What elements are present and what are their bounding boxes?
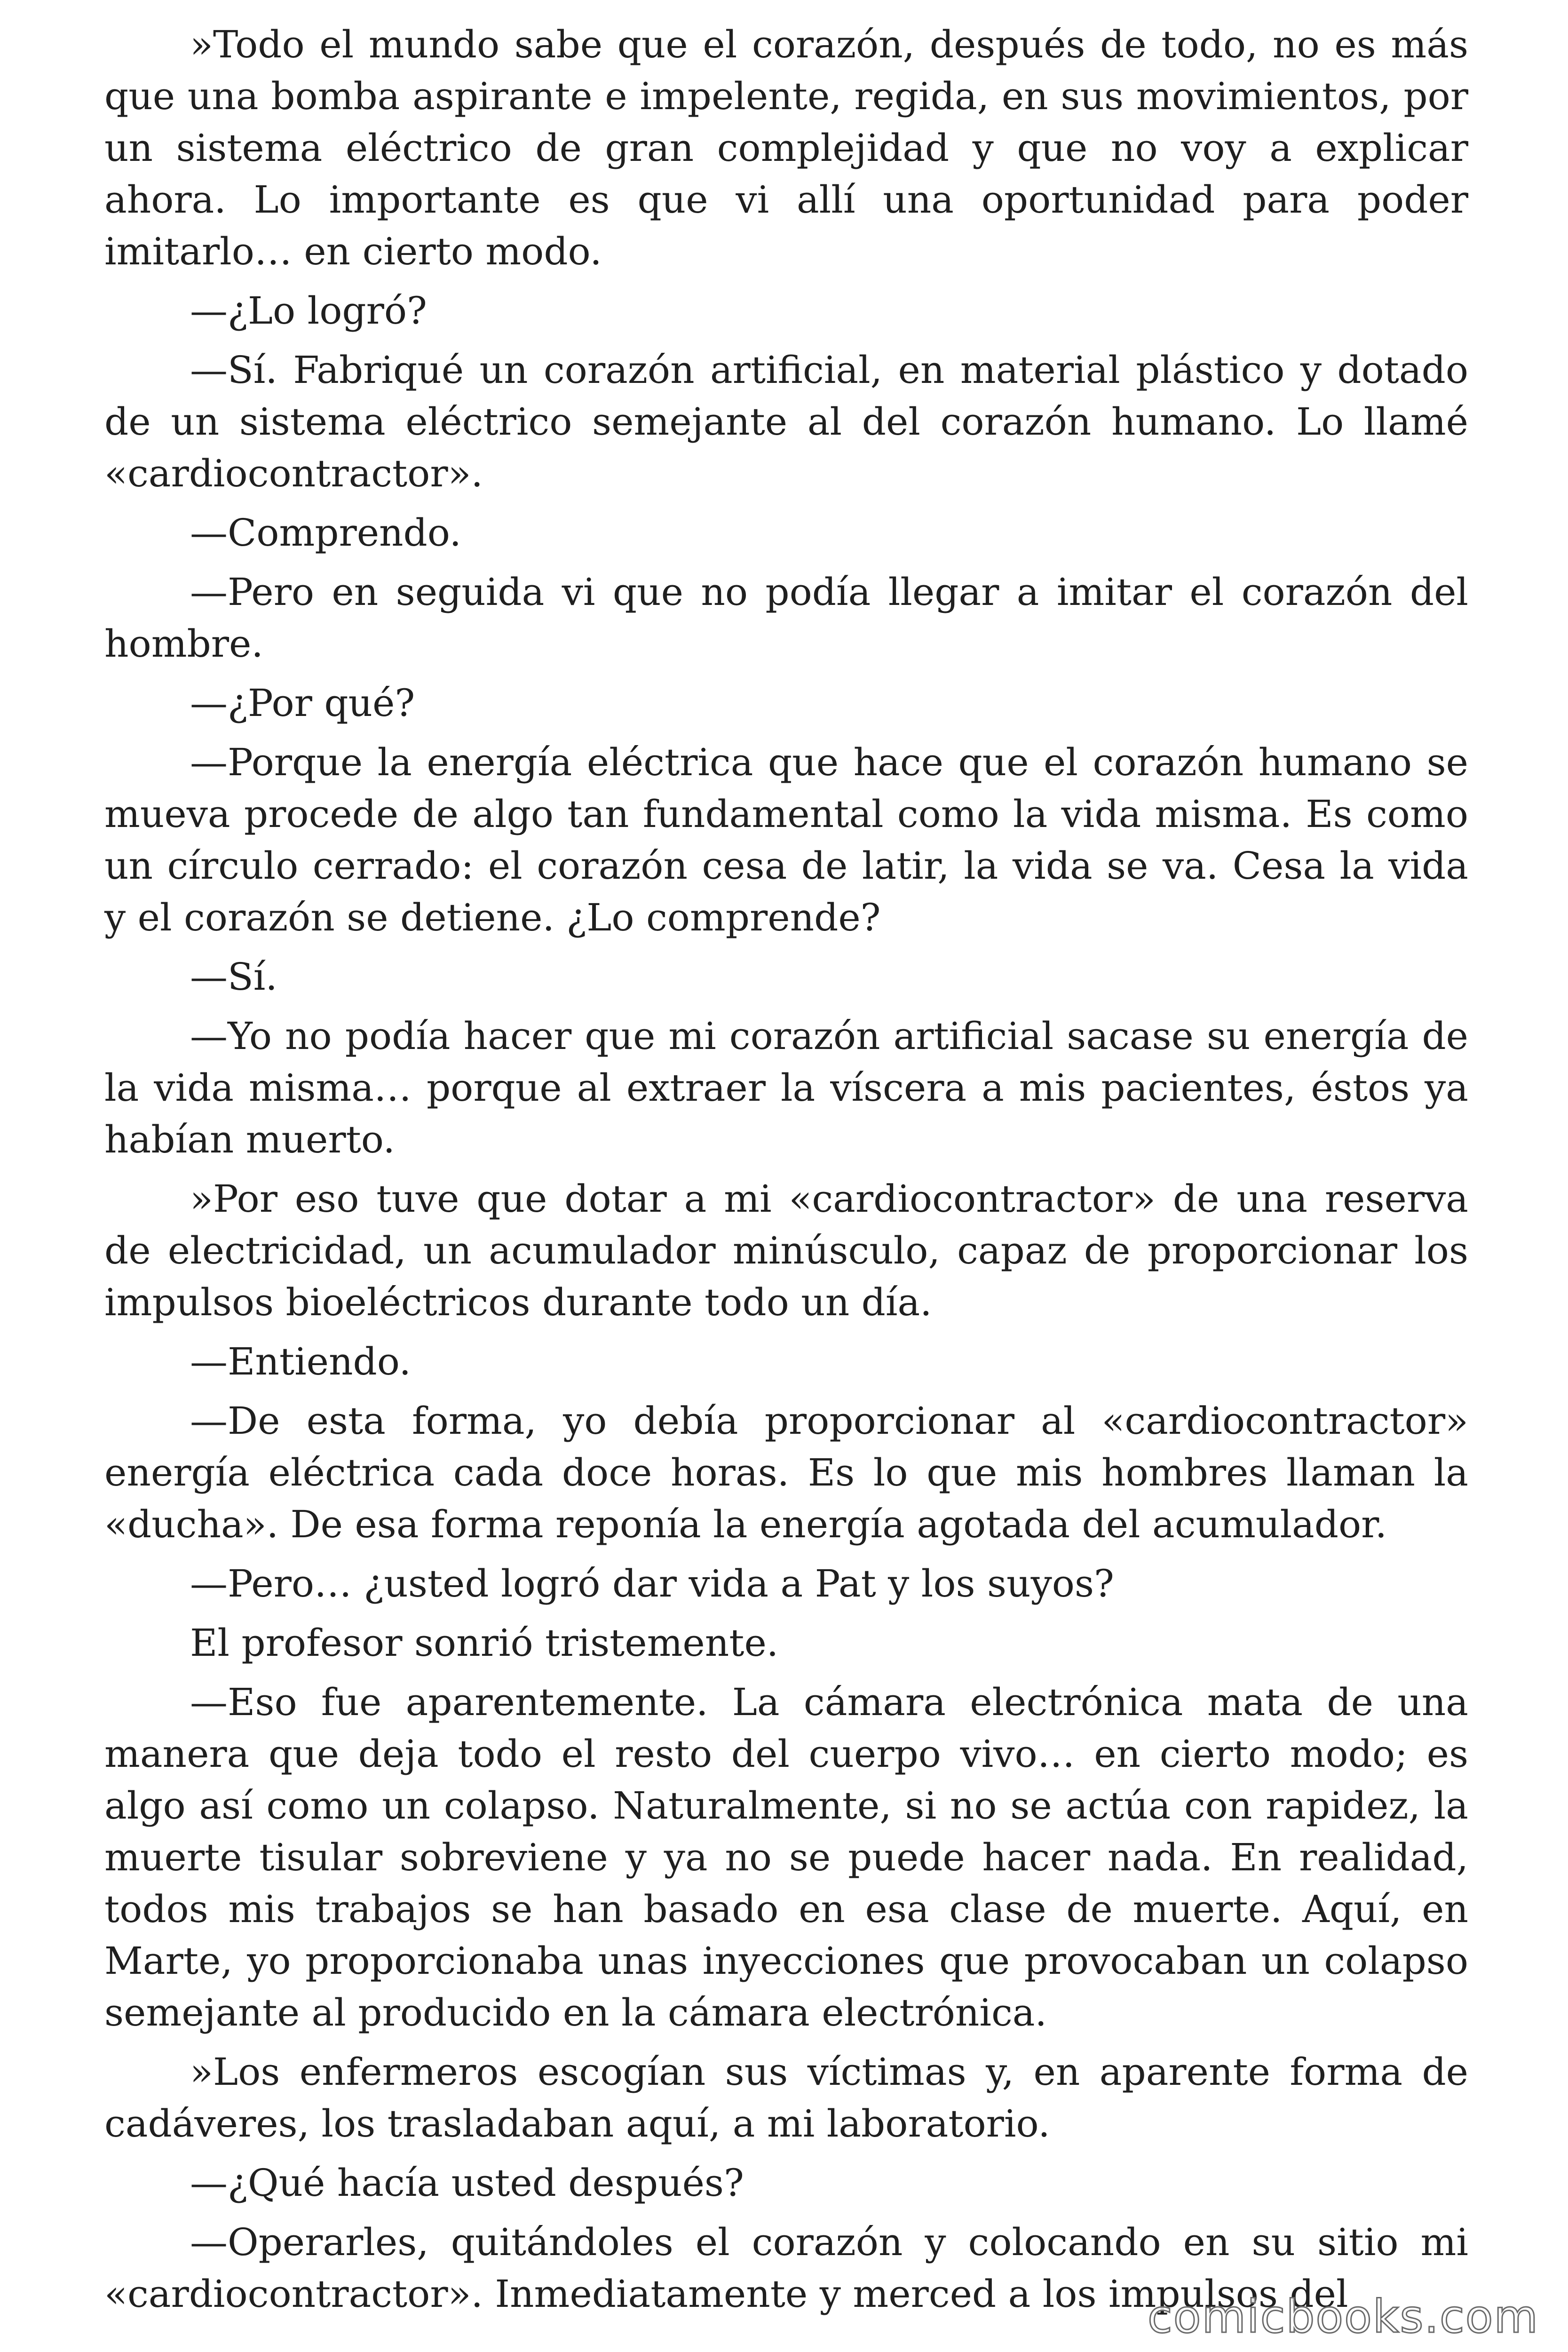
paragraph: »Todo el mundo sabe que el corazón, después de todo, no es más que una bomba aspirante e impelente, regida, en sus movimientos, por un sistema eléctrico de gran complejidad y que no voy a explicar ahora. Lo importante es que vi allí una oportunidad para poder imitarlo… en cierto modo. — [104, 23, 1468, 273]
paragraph: —Entiendo. — [190, 1340, 411, 1383]
paragraph: —Sí. — [190, 955, 277, 999]
paragraph: —Eso fue aparentemente. La cámara electrónica mata de una manera que deja todo el resto del cuerpo vivo… en cierto modo; es algo así como un colapso. Naturalmente, si no se actúa con rapidez, la muerte tisular sobreviene y ya no se puede hacer nada. En realidad, todos mis trabajos se han basado en esa clase de muerte. Aquí, en Marte, yo proporcionaba unas inyecciones que provocaban un colapso semejante al producido en la cámara electrónica. — [104, 1680, 1468, 2034]
paragraph: —Porque la energía eléctrica que hace que el corazón humano se mueva procede de algo tan fundamental como la vida misma. Es como un círculo cerrado: el corazón cesa de latir, la vida se va. Cesa la vida y el corazón se detiene. ¿Lo comprende? — [104, 740, 1468, 939]
paragraph: —Pero… ¿usted logró dar vida a Pat y los suyos? — [190, 1562, 1114, 1605]
paragraph: »Los enfermeros escogían sus víctimas y, en aparente forma de cadáveres, los trasladaban aquí, a mi laboratorio. — [104, 2050, 1468, 2145]
paragraph: —Pero en seguida vi que no podía llegar a imitar el corazón del hombre. — [104, 570, 1468, 666]
paragraph: »Por eso tuve que dotar a mi «cardiocontractor» de una reserva de electricidad, un acumulador minúsculo, capaz de proporcionar los impulsos bioeléctricos durante todo un día. — [104, 1177, 1468, 1324]
paragraph: —Operarles, quitándoles el corazón y colocando en su sitio mi «cardiocontractor». Inmediatamente y merced a los impulsos del — [104, 2220, 1468, 2316]
watermark-logo: comicbooks.com — [1148, 2290, 1539, 2343]
paragraph: —Yo no podía hacer que mi corazón artificial sacase su energía de la vida misma… porque al extraer la víscera a mis pacientes, éstos ya habían muerto. — [104, 1014, 1468, 1161]
paragraph: —Comprendo. — [190, 511, 461, 555]
paragraph: —¿Qué hacía usted después? — [190, 2161, 744, 2205]
paragraph: —¿Lo logró? — [190, 289, 427, 333]
book-page-text — [104, 19, 1468, 2328]
paragraph: —¿Por qué? — [190, 681, 415, 725]
paragraph: El profesor sonrió tristemente. — [190, 1621, 779, 1665]
paragraph: —Sí. Fabriqué un corazón artificial, en material plástico y dotado de un sistema eléctrico semejante al del corazón humano. Lo llamé «cardiocontractor». — [104, 348, 1468, 495]
paragraph: —De esta forma, yo debía proporcionar al «cardiocontractor» energía eléctrica cada doce horas. Es lo que mis hombres llaman la «ducha». De esa forma reponía la energía agotada del acumulador. — [104, 1399, 1468, 1546]
